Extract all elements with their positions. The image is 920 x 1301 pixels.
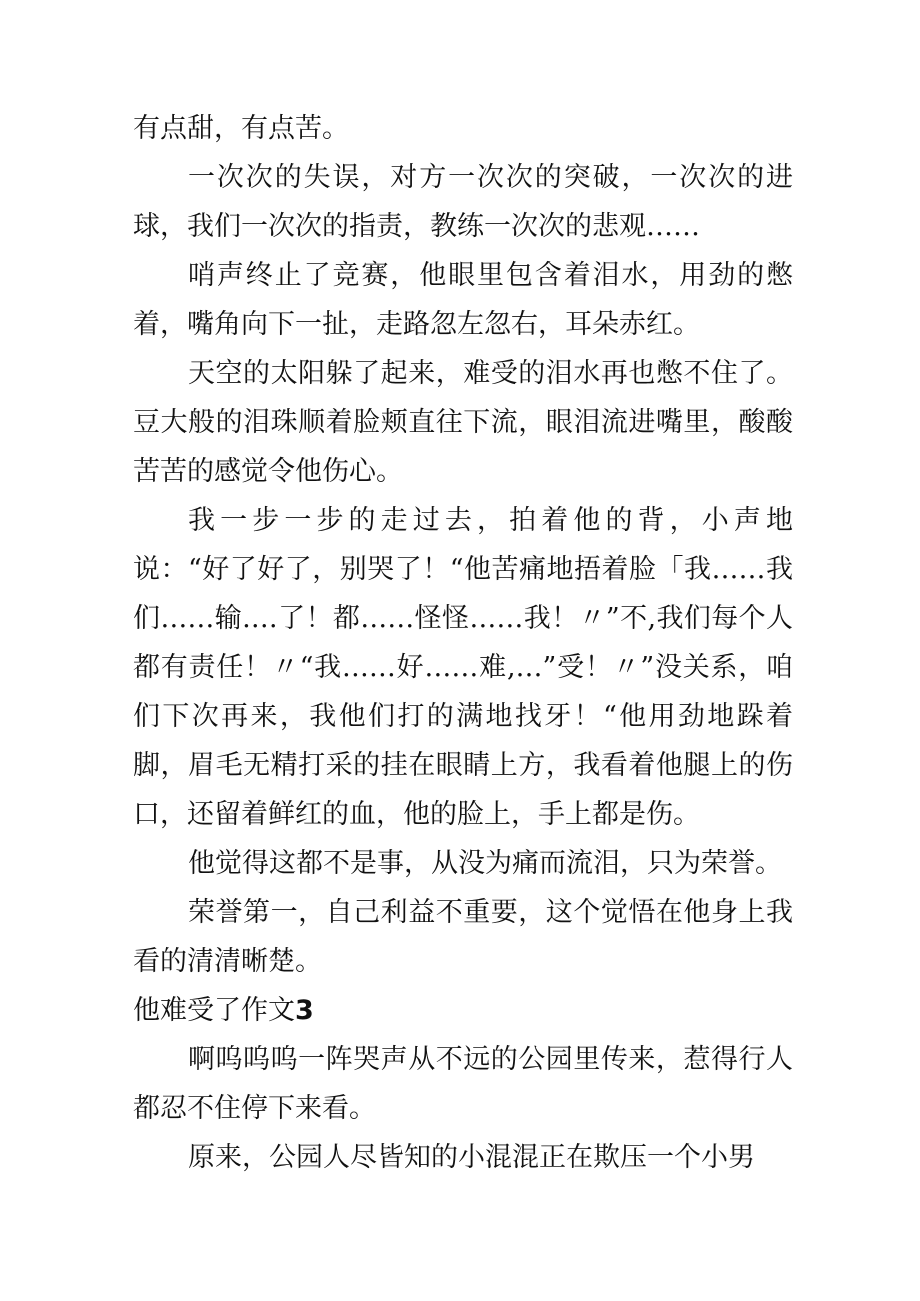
paragraph: 荣誉第一，自己利益不重要，这个觉悟在他身上我看的清清晰楚。 bbox=[133, 897, 793, 977]
document-body bbox=[133, 104, 793, 1182]
paragraph: 啊呜呜呜一阵哭声从不远的公园里传来，惹得行人都忍不住停下来看。 bbox=[133, 1044, 793, 1124]
section-heading-number: 3 bbox=[295, 995, 314, 1026]
paragraph-continuation: 有点甜，有点苦。 bbox=[133, 113, 349, 144]
paragraph: 我一步一步的走过去，拍着他的背，小声地说：“好了好了，别哭了！“他苦痛地捂着脸「我……我们……输.…了！都……怪怪……我！〃”不,我们每个人都有责任！〃“我……好……难,…”受！〃”没关系，咱们下次再来，我他们打的满地找牙！“他用劲地跺着脚，眉毛无精打采的挂在眼睛上方，我看着他腿上的伤口，还留着鲜红的血，他的脸上，手上都是伤。 bbox=[133, 505, 793, 830]
section-heading-text: 他难受了作文 bbox=[133, 995, 295, 1026]
paragraph: 原来，公园人尽皆知的小混混正在欺压一个小男 bbox=[188, 1142, 755, 1173]
paragraph: 天空的太阳躲了起来，难受的泪水再也憋不住了。豆大般的泪珠顺着脸颊直往下流，眼泪流进嘴里，酸酸苦苦的感觉令他伤心。 bbox=[133, 358, 793, 487]
paragraph: 一次次的失误，对方一次次的突破，一次次的进球，我们一次次的指责，教练一次次的悲观…… bbox=[133, 162, 793, 242]
section-heading bbox=[133, 986, 793, 1035]
paragraph: 他觉得这都不是事，从没为痛而流泪，只为荣誉。 bbox=[188, 848, 782, 879]
paragraph: 哨声终止了竞赛，他眼里包含着泪水，用劲的憋着，嘴角向下一扯，走路忽左忽右，耳朵赤红。 bbox=[133, 260, 793, 340]
